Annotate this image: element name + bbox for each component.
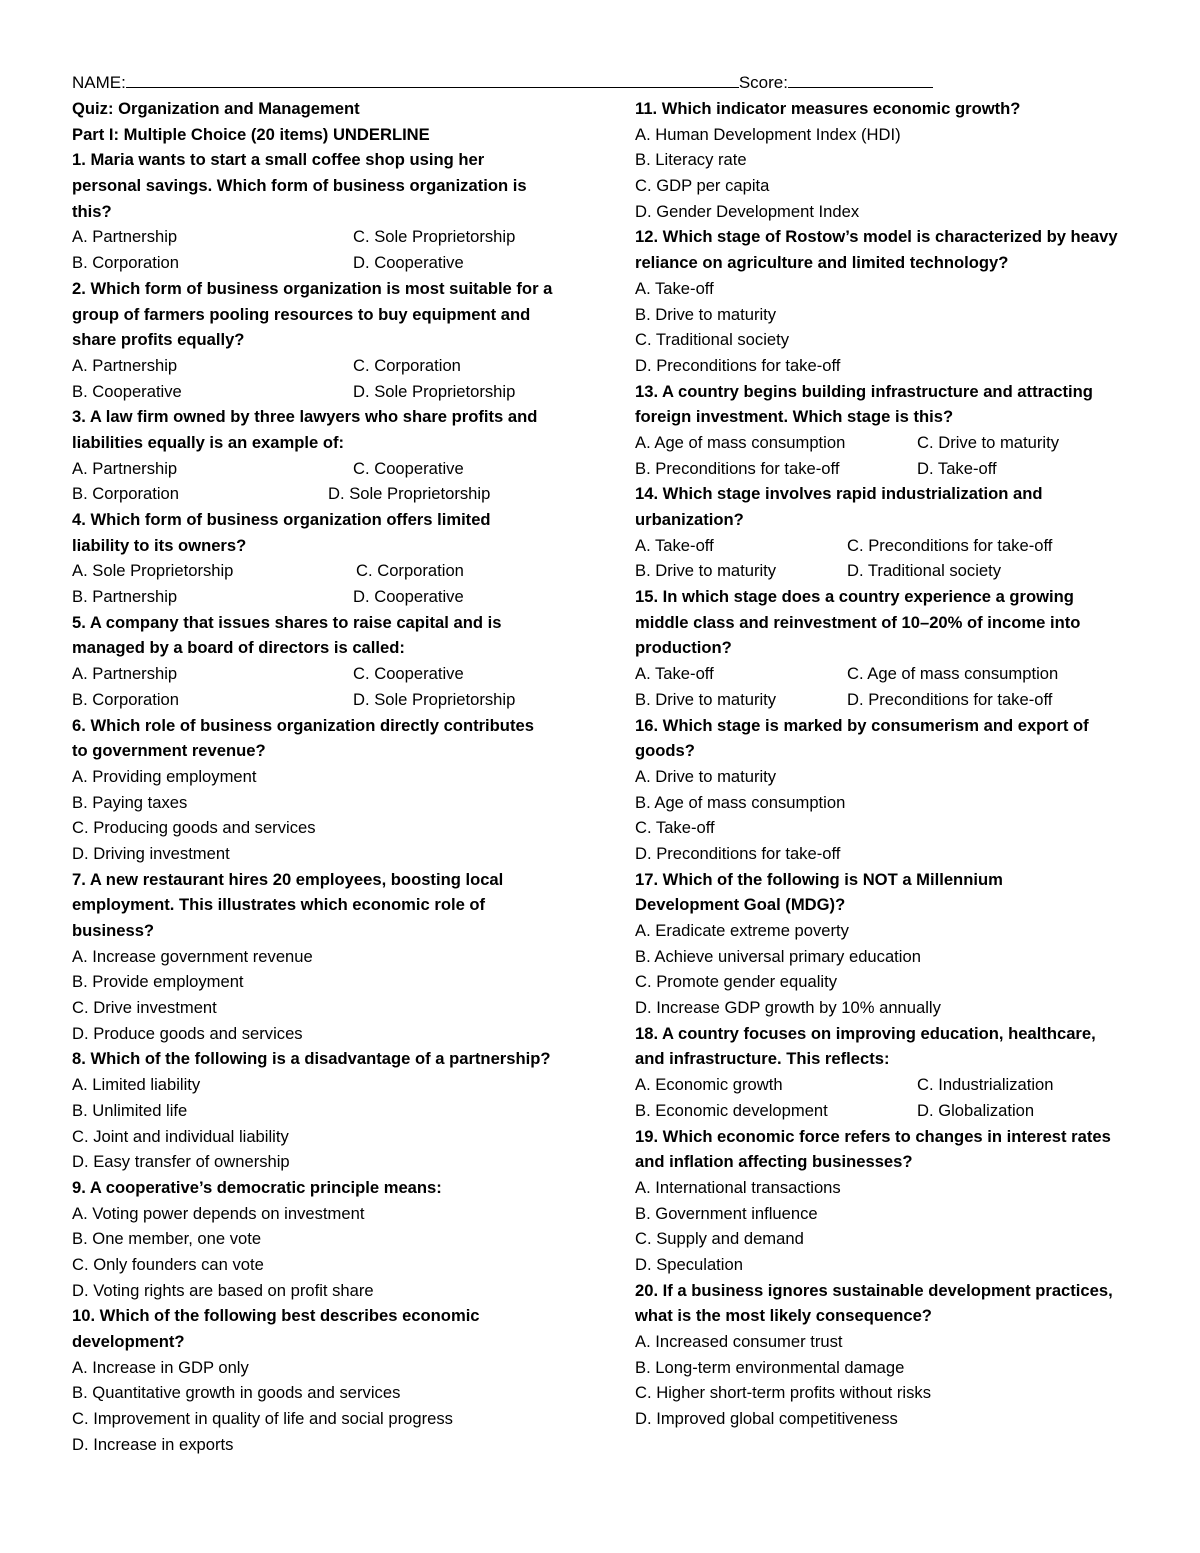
answer-option[interactable]: D. Sole Proprietorship [353,381,516,401]
answer-option[interactable]: C. Cooperative [353,664,464,684]
option-row [72,558,572,584]
name-blank[interactable] [126,70,739,88]
answer-option[interactable]: B. Cooperative [72,381,182,401]
question-text: 2. Which form of business organization is most suitable for a [72,278,553,298]
question-text: share profits equally? [72,330,245,350]
answer-option[interactable]: A. Partnership [72,355,178,375]
answer-option[interactable]: C. Promote gender equality [635,972,838,992]
answer-option[interactable]: D. Driving investment [72,843,230,863]
option-row [635,661,1140,687]
answer-option[interactable]: A. Take-off [635,278,714,298]
answer-option[interactable]: A. Economic growth [635,1075,783,1095]
answer-option[interactable]: B. Drive to maturity [635,304,777,324]
answer-option[interactable]: B. Government influence [635,1203,818,1223]
score-label: Score: [738,73,788,92]
answer-option[interactable]: A. Human Development Index (HDI) [635,124,901,144]
option-row [72,687,572,713]
question-text: Part I: Multiple Choice (20 items) UNDERLINE [72,124,430,144]
answer-option[interactable]: B. Partnership [72,587,178,607]
answer-option[interactable]: D. Sole Proprietorship [328,484,491,504]
answer-option[interactable]: B. Provide employment [72,972,244,992]
answer-option[interactable]: C. Drive to maturity [917,432,1059,452]
right-column [635,96,1140,1432]
answer-option[interactable]: C. Cooperative [353,458,464,478]
answer-option[interactable]: B. Corporation [72,484,179,504]
question-text: 4. Which form of business organization offers limited [72,510,491,529]
option-row [72,224,572,250]
question-text: 19. Which economic force refers to changes in interest rates [635,1126,1111,1146]
option-row [72,353,572,379]
answer-option[interactable]: D. Preconditions for take-off [847,689,1053,709]
answer-option[interactable]: A. Eradicate extreme poverty [635,921,849,940]
answer-option[interactable]: D. Voting rights are based on profit share [72,1280,374,1300]
answer-option[interactable]: C. GDP per capita [635,176,770,196]
answer-option[interactable]: A. Limited liability [72,1075,201,1095]
option-row [635,687,1140,713]
option-row [635,456,1140,482]
question-text: liability to its owners? [72,535,247,555]
question-text: middle class and reinvestment of 10–20% of income into [635,612,1081,632]
answer-option[interactable]: A. Partnership [72,458,178,478]
question-text: liabilities equally is an example of: [72,432,345,452]
answer-option[interactable]: A. International transactions [635,1177,841,1197]
question-text: 18. A country focuses on improving education, healthcare, [635,1023,1096,1043]
answer-option[interactable]: D. Produce goods and services [72,1023,303,1043]
answer-option[interactable]: A. Take-off [635,664,714,684]
score-blank[interactable] [788,70,933,88]
answer-option[interactable]: C. Joint and individual liability [72,1126,289,1146]
question-text: Quiz: Organization and Management [72,99,360,118]
answer-option[interactable]: D. Traditional society [847,561,1002,581]
answer-option[interactable]: D. Improved global competitiveness [635,1409,898,1429]
question-text: 1. Maria wants to start a small coffee shop using her [72,150,485,170]
question-text: 6. Which role of business organization directly contributes [72,715,534,735]
answer-option[interactable]: C. Higher short-term profits without risks [635,1383,931,1403]
question-text: goods? [635,741,695,761]
question-text: 13. A country begins building infrastructure and attracting [635,381,1093,401]
question-text: 5. A company that issues shares to raise capital and is [72,612,502,632]
answer-option[interactable]: D. Speculation [635,1254,743,1274]
option-row [635,558,1140,584]
question-text: urbanization? [635,510,744,529]
answer-option[interactable]: A. Sole Proprietorship [72,561,234,581]
answer-option[interactable]: D. Gender Development Index [635,201,860,221]
answer-option[interactable]: C. Only founders can vote [72,1254,264,1274]
answer-option[interactable]: C. Producing goods and services [72,818,316,838]
header-line [72,70,933,96]
question-text: business? [72,921,155,940]
answer-option[interactable]: C. Supply and demand [635,1229,804,1249]
option-row [72,456,572,482]
answer-option[interactable]: A. Voting power depends on investment [72,1203,365,1223]
question-text: development? [72,1332,185,1351]
answer-option[interactable]: B. Achieve universal primary education [635,946,921,966]
answer-option[interactable]: C. Industrialization [917,1075,1054,1095]
question-text: employment. This illustrates which economic role of [72,895,486,915]
question-text: 10. Which of the following best describes economic [72,1306,480,1326]
question-text: foreign investment. Which stage is this? [635,407,954,427]
answer-option[interactable]: C. Drive investment [72,998,217,1018]
option-row [72,661,572,687]
answer-option[interactable]: B. Drive to maturity [635,689,777,709]
answer-option[interactable]: D. Increase in exports [72,1434,234,1454]
answer-option[interactable]: B. Corporation [72,689,179,709]
answer-option[interactable]: B. One member, one vote [72,1229,262,1249]
answer-option[interactable]: C. Corporation [353,355,461,375]
question-text: Development Goal (MDG)? [635,895,846,915]
answer-option[interactable]: C. Improvement in quality of life and social progress [72,1409,453,1429]
answer-option[interactable]: A. Increased consumer trust [635,1332,843,1351]
answer-option[interactable]: B. Long-term environmental damage [635,1357,905,1377]
answer-option[interactable]: D. Easy transfer of ownership [72,1152,290,1172]
question-text: 3. A law firm owned by three lawyers who share profits and [72,407,538,427]
answer-option[interactable]: D. Cooperative [353,587,464,607]
option-row [635,430,1140,456]
question-text: managed by a board of directors is called: [72,638,405,658]
question-text: what is the most likely consequence? [635,1306,932,1326]
answer-option[interactable]: B. Paying taxes [72,792,188,812]
answer-option[interactable]: D. Take-off [917,458,997,478]
question-text: 17. Which of the following is NOT a Millennium [635,869,1003,889]
option-row [72,584,572,610]
answer-option[interactable]: B. Literacy rate [635,150,747,170]
answer-option[interactable]: B. Drive to maturity [635,561,777,581]
question-text: this? [72,201,112,221]
left-column [72,96,572,1457]
option-row [635,1098,1140,1124]
question-text: and inflation affecting businesses? [635,1152,913,1172]
option-row [72,379,572,405]
answer-option[interactable]: D. Increase GDP growth by 10% annually [635,998,941,1018]
option-row [635,533,1140,559]
option-row [72,481,572,507]
option-row [635,1072,1140,1098]
answer-option[interactable]: A. Partnership [72,227,178,247]
option-row [72,250,572,276]
question-text: and infrastructure. This reflects: [635,1049,890,1069]
question-text: group of farmers pooling resources to buy equipment and [72,304,531,324]
question-text: personal savings. Which form of business organization is [72,176,527,196]
answer-option[interactable]: A. Partnership [72,664,178,684]
question-text: 11. Which indicator measures economic growth? [635,99,1021,118]
answer-option[interactable]: C. Take-off [635,818,715,838]
answer-option[interactable]: B. Quantitative growth in goods and services [72,1383,401,1403]
question-text: 12. Which stage of Rostow’s model is characterized by heavy [635,227,1118,247]
answer-option[interactable]: D. Preconditions for take-off [635,355,841,375]
question-text: 7. A new restaurant hires 20 employees, boosting local [72,869,504,889]
name-label: NAME: [72,73,126,92]
question-text: production? [635,638,732,658]
answer-option[interactable]: A. Take-off [635,535,714,555]
question-text: 16. Which stage is marked by consumerism and export of [635,715,1089,735]
answer-option[interactable]: B. Corporation [72,253,179,273]
answer-option[interactable]: B. Age of mass consumption [635,792,846,812]
answer-option[interactable]: B. Preconditions for take-off [635,458,840,478]
answer-option[interactable]: C. Preconditions for take-off [847,535,1053,555]
question-text: 14. Which stage involves rapid industrialization and [635,484,1043,504]
answer-option[interactable]: B. Unlimited life [72,1100,188,1120]
answer-option[interactable]: B. Economic development [635,1100,828,1120]
answer-option[interactable]: A. Age of mass consumption [635,432,846,452]
question-text: 8. Which of the following is a disadvantage of a partnership? [72,1049,551,1069]
answer-option[interactable]: D. Globalization [917,1100,1035,1120]
answer-option[interactable]: A. Drive to maturity [635,766,777,786]
answer-option[interactable]: C. Corporation [356,561,464,581]
answer-option[interactable]: A. Increase in GDP only [72,1357,249,1377]
answer-option[interactable]: C. Age of mass consumption [847,664,1059,684]
answer-option[interactable]: D. Cooperative [353,253,464,273]
question-text: to government revenue? [72,741,266,761]
answer-option[interactable]: C. Sole Proprietorship [353,227,516,247]
question-text: 20. If a business ignores sustainable development practices, [635,1280,1113,1300]
answer-option[interactable]: C. Traditional society [635,330,790,350]
answer-option[interactable]: A. Increase government revenue [72,946,313,966]
question-text: 15. In which stage does a country experience a growing [635,587,1074,607]
answer-option[interactable]: D. Preconditions for take-off [635,843,841,863]
answer-option[interactable]: A. Providing employment [72,766,257,786]
answer-option[interactable]: D. Sole Proprietorship [353,689,516,709]
question-text: 9. A cooperative’s democratic principle means: [72,1177,442,1197]
question-text: reliance on agriculture and limited technology? [635,253,1009,273]
